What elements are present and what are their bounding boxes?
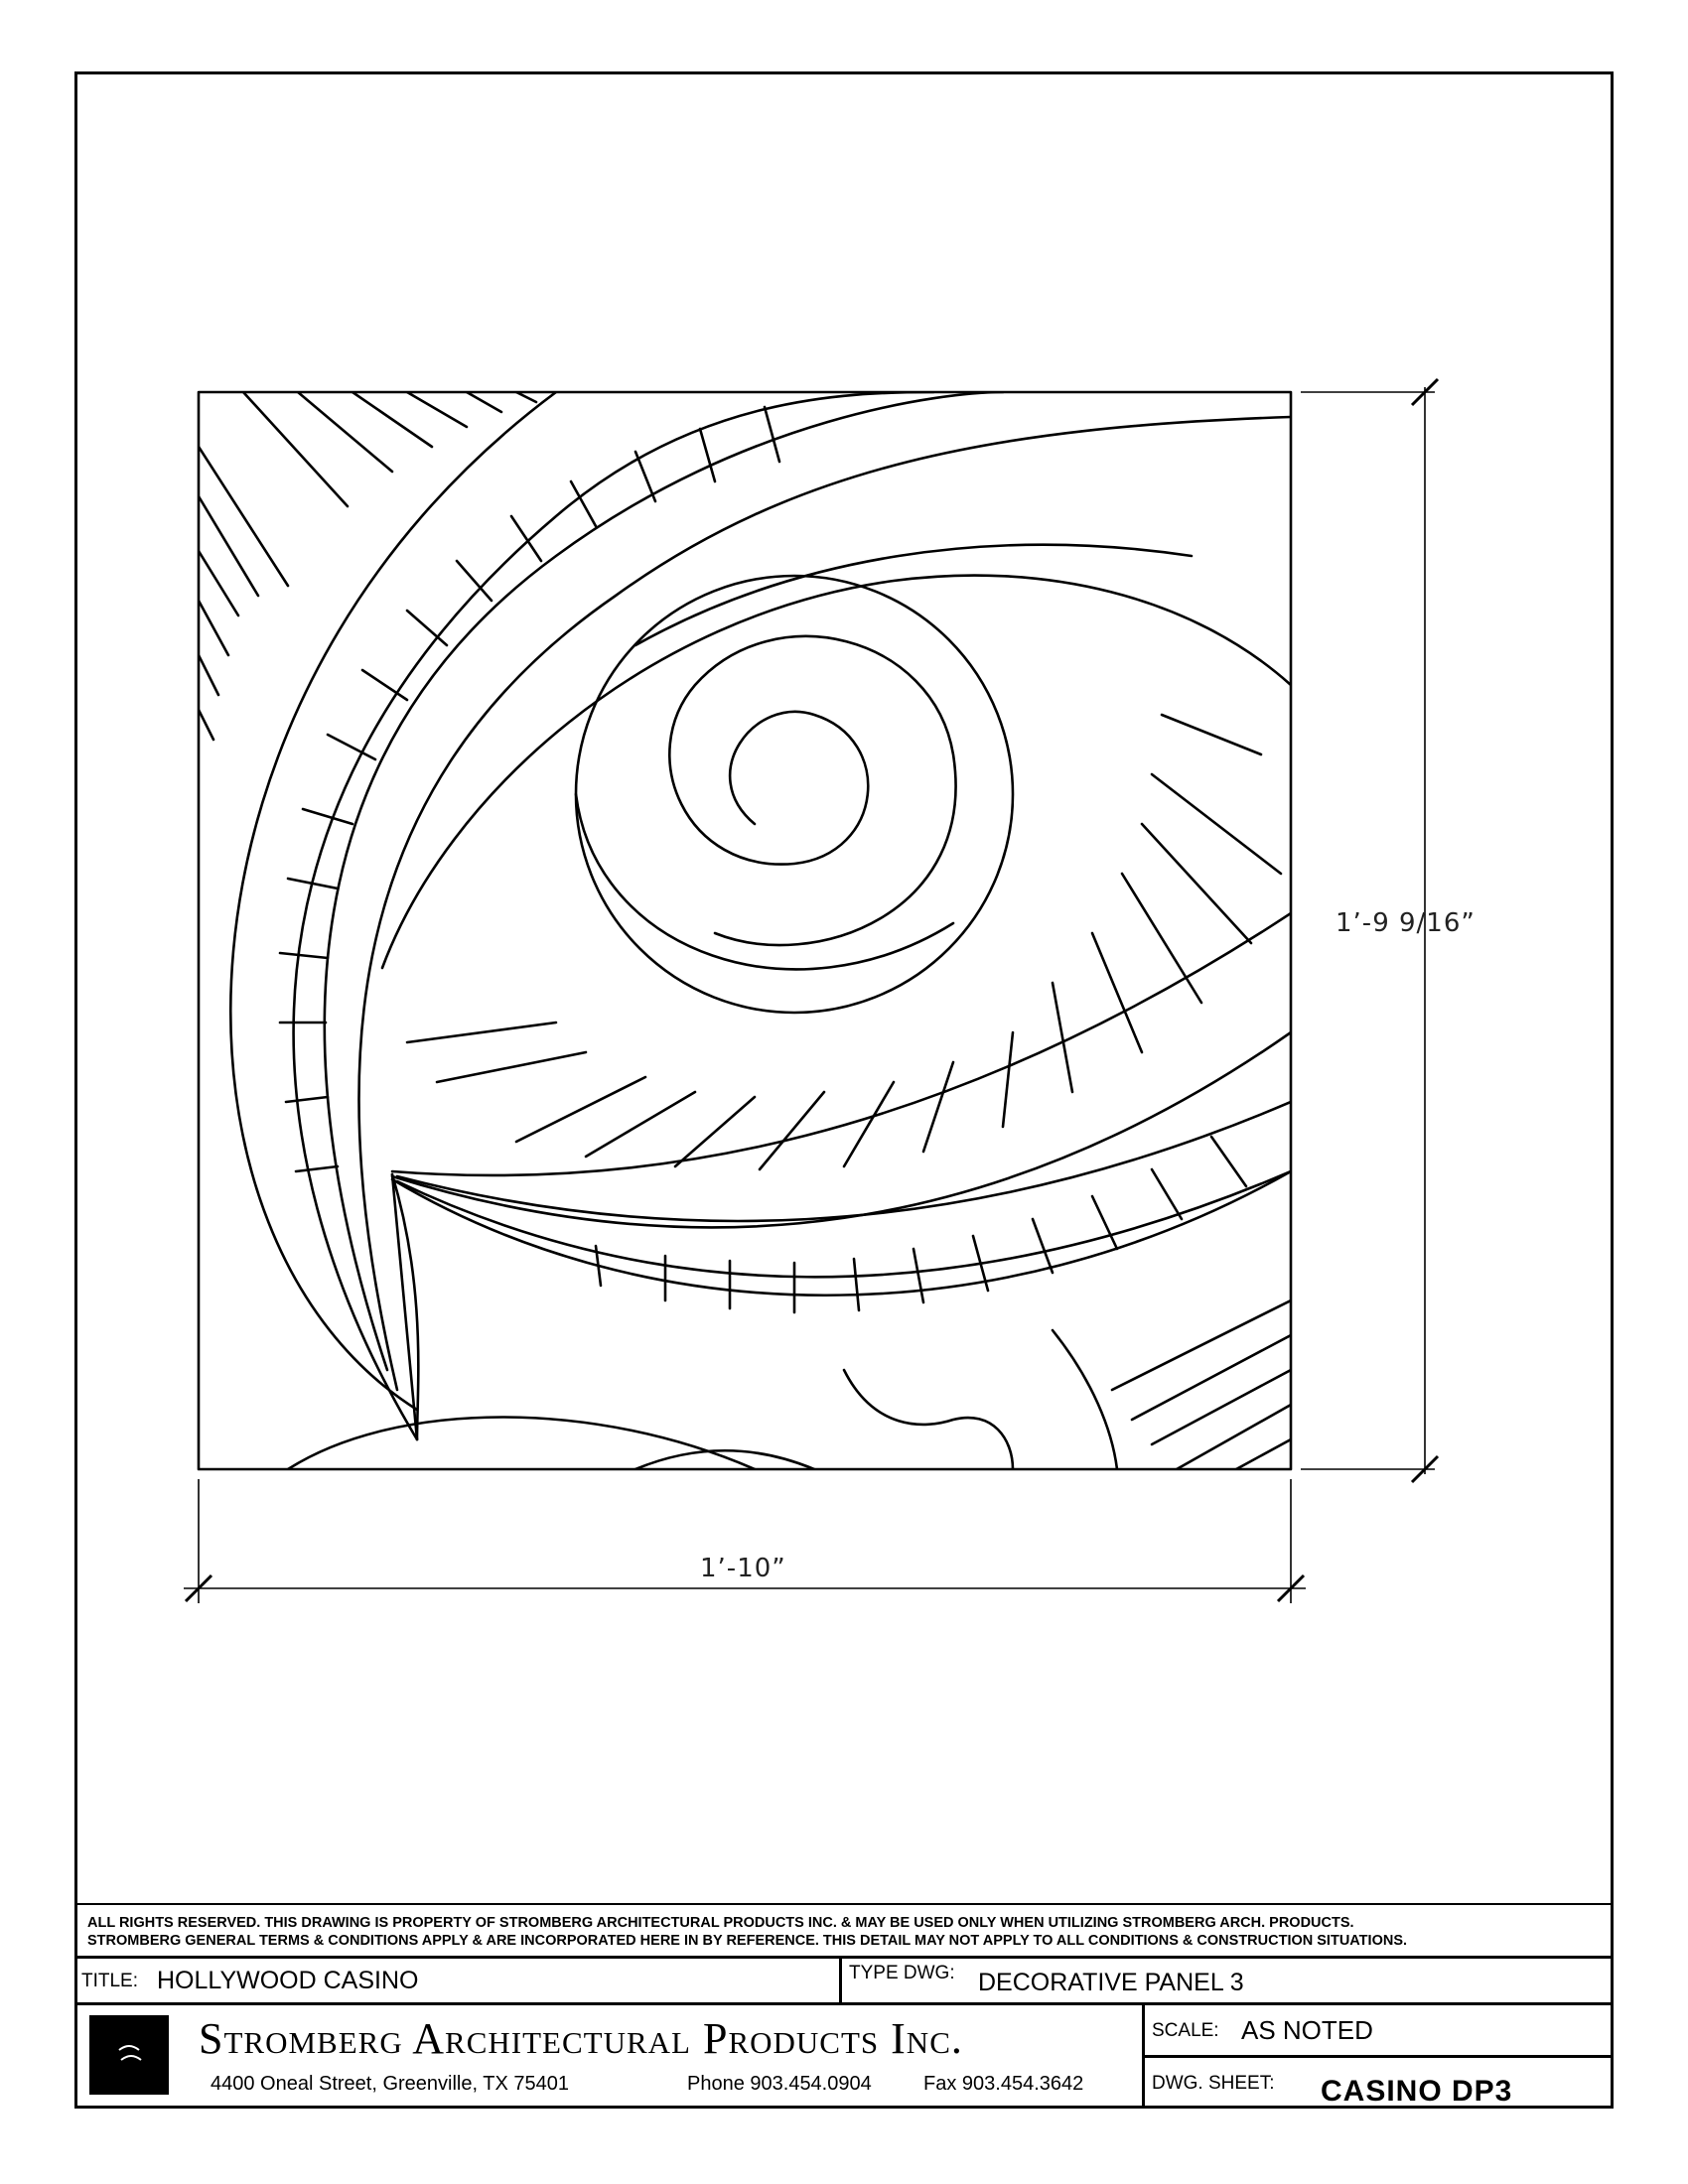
lower-band-bottom: [397, 1171, 1291, 1277]
tb-divider-1: [74, 1956, 1614, 1959]
dwg-sheet-label: DWG. SHEET:: [1152, 2073, 1275, 2094]
stromberg-logo-icon: [89, 2015, 169, 2095]
company-name: Stromberg Architectural Products Inc.: [199, 2014, 963, 2063]
height-dimension: 1’-9 9/16”: [1336, 908, 1476, 938]
bottom-arc-1: [288, 1418, 755, 1470]
band-segments: [280, 407, 779, 1171]
bottom-right-arc: [1053, 1330, 1117, 1469]
scale-label: SCALE:: [1152, 2020, 1219, 2041]
scale-value: AS NOTED: [1241, 2015, 1373, 2045]
hatch-top-left: [199, 392, 536, 740]
title-label: TITLE:: [81, 1971, 139, 1991]
hatch-bottom-right: [1112, 1300, 1291, 1469]
company-fax: Fax 903.454.3642: [923, 2073, 1084, 2095]
lower-band-top: [397, 1102, 1291, 1221]
tb-divider-2: [74, 2002, 1614, 2005]
band-inner-edge: [358, 417, 1291, 1390]
type-dwg-value: DECORATIVE PANEL 3: [978, 1969, 1244, 1996]
bottom-arc-2: [635, 1450, 814, 1469]
panel-outline: [199, 392, 1291, 1469]
company-phone: Phone 903.454.0904: [687, 2073, 872, 2095]
spiral-tail: [576, 794, 953, 969]
tb-vertical-1: [839, 1956, 842, 2002]
tb-divider-top: [74, 1903, 1614, 1905]
company-address: 4400 Oneal Street, Greenville, TX 75401: [211, 2073, 569, 2095]
eye-upper-arc: [382, 576, 1291, 968]
rights-line-2: STROMBERG GENERAL TERMS & CONDITIONS APPLY & ARE INCORPORATED HERE IN BY REFERENCE. THIS DETAIL MAY NOT APPLY TO ALL CONDITIONS & CONSTRUCTION SITUATIONS.: [87, 1933, 1408, 1949]
spiral: [669, 636, 955, 945]
dwg-sheet-value: CASINO DP3: [1321, 2075, 1513, 2108]
bottom-wave: [844, 1370, 1013, 1469]
type-dwg-label: TYPE DWG:: [849, 1963, 955, 1983]
outer-arc-1: [230, 392, 556, 1410]
title-value: HOLLYWOOD CASINO: [157, 1967, 419, 1994]
eye-rays: [407, 715, 1281, 1169]
rights-notice: [87, 1914, 1597, 1950]
rights-line-1: ALL RIGHTS RESERVED. THIS DRAWING IS PROPERTY OF STROMBERG ARCHITECTURAL PRODUCTS INC. & MAY BE USED ONLY WHEN UTILIZING STROMBERG ARCH. PRODUCTS.: [87, 1915, 1354, 1931]
eye-lower-arc-2: [392, 1032, 1291, 1227]
tb-divider-3: [1142, 2055, 1614, 2058]
width-dimension: 1’-10”: [700, 1554, 786, 1583]
eye-spike: [392, 1174, 417, 1439]
